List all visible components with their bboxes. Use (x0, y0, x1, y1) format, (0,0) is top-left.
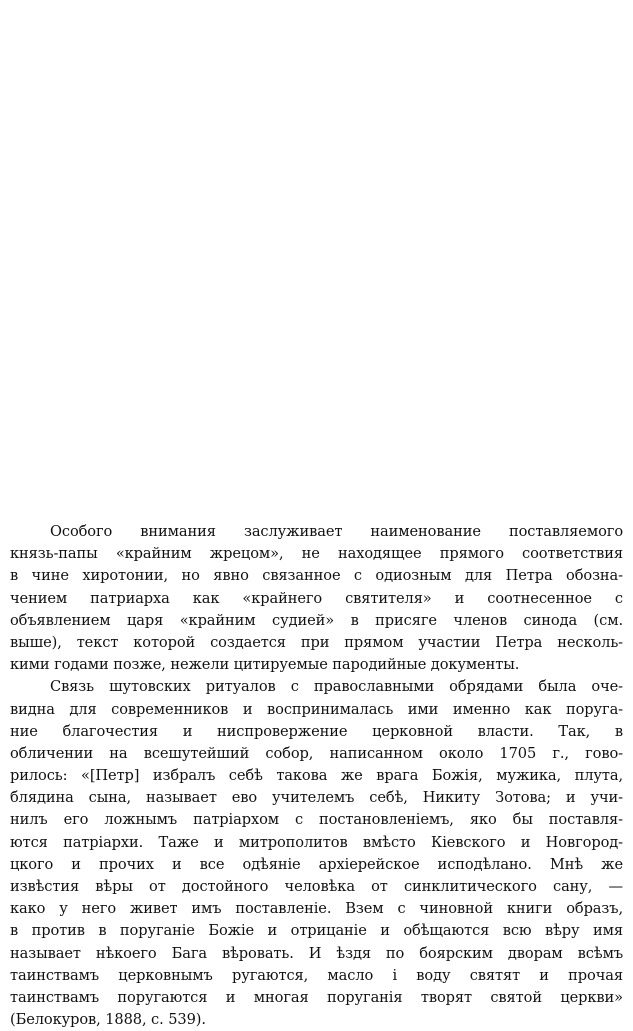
text-line: в против в поруганіе Божіе и отрицаніе и обѣщаются всю вѣру имя (10, 922, 623, 940)
text-line: чением патриарха как «крайнего святителя» и соотнесенное с (10, 589, 623, 607)
text-line: извѣстия вѣры от достойного человѣка от синклитического сану, — (10, 878, 623, 895)
text-line: таинствамъ церковнымъ ругаются, масло і воду святят и прочая (10, 966, 623, 984)
text-line: кими годами позже, нежели цитируемые пародийные документы. (10, 656, 520, 674)
text-line: блядина сына, называет ево учителемъ себѣ, Никиту Зотова; и учи- (10, 789, 623, 807)
text-line: рилось: «[Петр] избралъ себѣ такова же врага Божія, мужика, плута, (10, 767, 623, 785)
text-line: цкого и прочих и все одѣяніе архіерейское исподѣлано. Мнѣ же (10, 855, 623, 873)
text-line: ние благочестия и ниспровержение церковной власти. Так, в (10, 722, 623, 740)
text-line: обличении на всешутейший собор, написанном около 1705 г., гово- (10, 744, 623, 762)
text-line: таинствамъ поругаются и многая поруганія творят святой церкви» (10, 988, 623, 1006)
text-body (10, 521, 623, 1031)
text-line: видна для современников и воспринималась ими именно как поруга- (10, 700, 623, 718)
text-line: князь-папы «крайним жрецом», не находящее прямого соответствия (10, 545, 623, 563)
text-line: выше), текст которой создается при прямом участии Петра несколь- (10, 633, 623, 651)
text-line: ются патріархи. Тажe и митрополитов вмѣсто Кіевского и Новгород- (10, 833, 623, 851)
text-line: (Белокуров, 1888, с. 539). (10, 1011, 206, 1029)
text-line: называет нѣкоего Бага вѣровать. И ѣздя по боярским дворам всѣмъ (10, 944, 623, 962)
text-line: в чине хиротонии, но явно связанное с одиозным для Петра обозна- (10, 567, 623, 585)
paragraph-2 (10, 676, 623, 1031)
text-line: како у него живет имъ поставленіе. Взем с чиновной книги образъ, (10, 900, 623, 918)
text-line: Связь шутовских ритуалов с православными обрядами была оче- (50, 678, 623, 696)
text-line: нилъ его ложнымъ патріархом с постановленіемъ, яко бы поставля- (10, 811, 623, 829)
paragraph-1 (10, 521, 623, 676)
text-line: объявлением царя «крайним судией» в присяге членов синода (см. (10, 611, 623, 629)
text-line: Особого внимания заслуживает наименование поставляемого (50, 523, 623, 540)
